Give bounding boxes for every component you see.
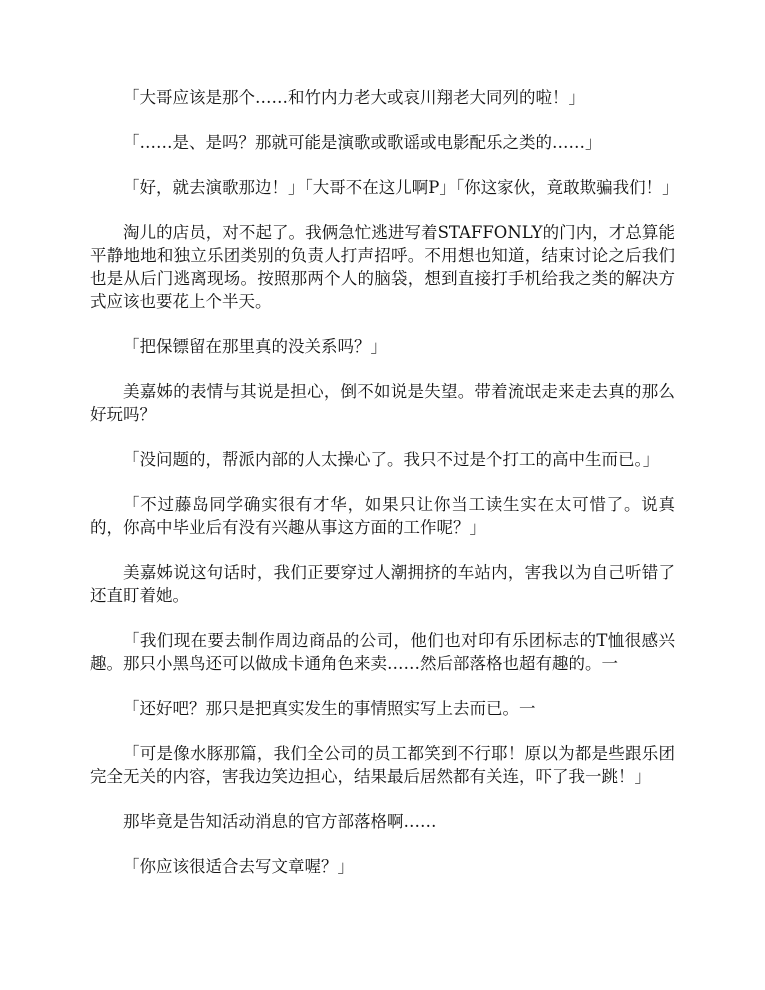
paragraph-8: 「不过藤岛同学确实很有才华，如果只让你当工读生实在太可惜了。说真的，你高中毕业后有没有兴趣从事这方面的工作呢？」 [90, 495, 675, 537]
paragraph-7: 「没问题的，帮派内部的人太操心了。我只不过是个打工的高中生而已。」 [123, 450, 660, 469]
paragraph-14: 「你应该很适合去写文章喔？」 [123, 857, 354, 876]
paragraph-2: 「……是、是吗？那就可能是演歌或歌谣或电影配乐之类的……」 [123, 133, 602, 152]
paragraph-10: 「我们现在要去制作周边商品的公司，他们也对印有乐团标志的T恤很感兴趣。那只小黑鸟还可以做成卡通角色来卖……然后部落格也超有趣的。一 [90, 631, 675, 673]
paragraph-3: 「好，就去演歌那边！」「大哥不在这儿啊P」「你这家伙，竟敢欺骗我们！」 [123, 178, 679, 197]
paragraph-11: 「还好吧？那只是把真实发生的事情照实写上去而已。一 [123, 699, 536, 718]
paragraph-12: 「可是像水豚那篇，我们全公司的员工都笑到不行耶！原以为都是些跟乐团完全无关的内容，害我边笑边担心，结果最后居然都有关连，吓了我一跳！」 [90, 744, 675, 786]
document-page [90, 86, 679, 900]
paragraph-13: 那毕竟是告知活动消息的官方部落格啊…… [123, 812, 437, 831]
paragraph-1: 「大哥应该是那个……和竹内力老大或哀川翔老大同列的啦！」 [123, 88, 585, 107]
paragraph-5: 「把保镖留在那里真的没关系吗？」 [123, 337, 387, 356]
paragraph-9: 美嘉姊说这句话时，我们正要穿过人潮拥挤的车站内，害我以为自己听错了还直盯着她。 [90, 563, 675, 605]
paragraph-6: 美嘉姊的表情与其说是担心，倒不如说是失望。带着流氓走来走去真的那么好玩吗？ [90, 382, 675, 424]
paragraph-4: 淘儿的店员，对不起了。我俩急忙逃进写着STAFFONLY的门内，才总算能平静地地和独立乐团类别的负责人打声招呼。不用想也知道，结束讨论之后我们也是从后门逃离现场。按照那两个人的脑袋，想到直接打手机给我之类的解决方式应该也要花上个半天。 [90, 223, 675, 311]
